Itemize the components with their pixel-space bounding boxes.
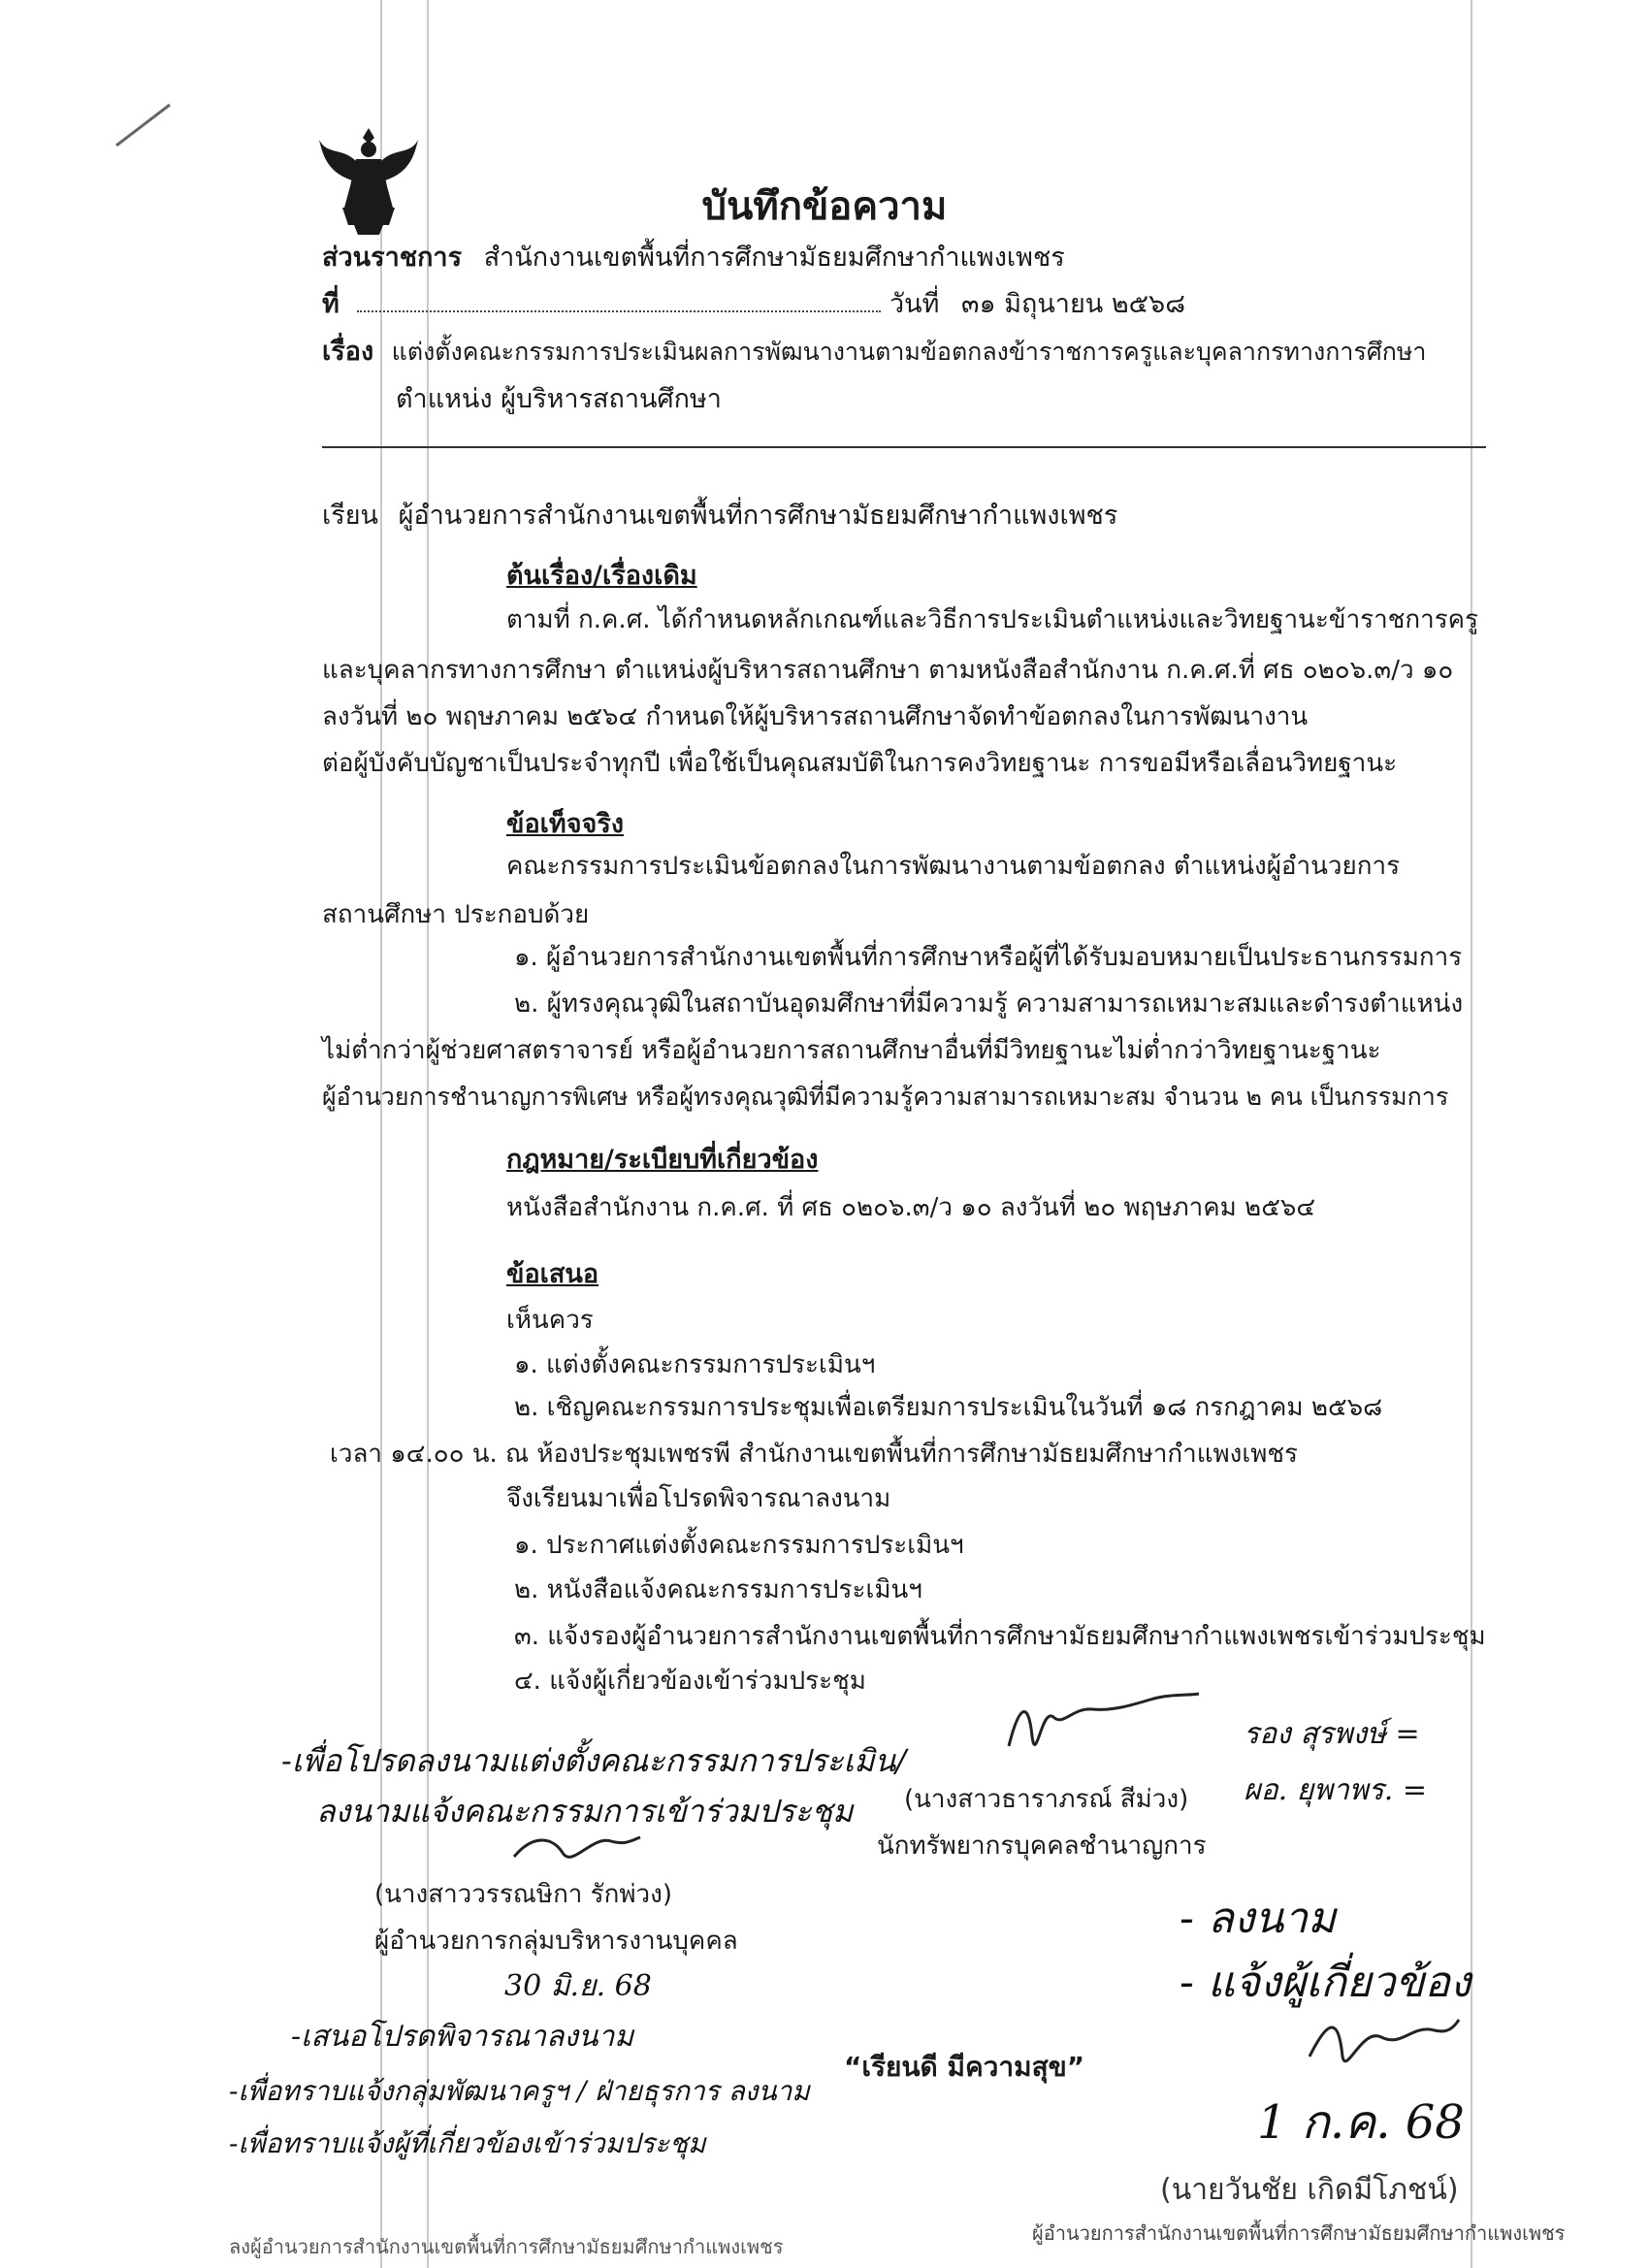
ref-label: ที่: [322, 289, 340, 319]
motto: “เรียนดี มีความสุข”: [844, 2051, 1085, 2083]
proposal-line: ๔. แจ้งผู้เกี่ยวข้องเข้าร่วมประชุม: [514, 1667, 866, 1696]
date-label: วันที่: [889, 289, 940, 319]
proposal-line: จึงเรียนมาเพื่อโปรดพิจารณาลงนาม: [506, 1484, 891, 1513]
page-title: บันทึกข้อความ: [701, 184, 948, 229]
handwritten-director-note: - แจ้งผู้เกี่ยวข้อง: [1180, 1958, 1471, 2007]
handwritten-side-note: รอง สุรพงษ์ =: [1244, 1717, 1420, 1751]
bottom-stamp-text: ลงผู้อำนวยการสำนักงานเขตพื้นที่การศึกษามัธยมศึกษากำแพงเพชร: [229, 2235, 784, 2258]
facts-line: คณะกรรมการประเมินข้อตกลงในการพัฒนางานตามข้อตกลง ตำแหน่งผู้อำนวยการ: [506, 852, 1401, 881]
law-heading: กฎหมาย/ระเบียบที่เกี่ยวข้อง: [506, 1145, 819, 1175]
scan-line-right: [1471, 0, 1472, 2268]
officer-name: (นางสาวธาราภรณ์ สีม่วง): [904, 1785, 1189, 1814]
head-position: ผู้อำนวยการกลุ่มบริหารงานบุคคล: [374, 1927, 738, 1956]
subject-line-1: แต่งตั้งคณะกรรมการประเมินผลการพัฒนางานตามข้อตกลงข้าราชการครูและบุคลากรทางการศึกษา: [391, 338, 1427, 366]
facts-line: ๒. ผู้ทรงคุณวุฒิในสถาบันอุดมศึกษาที่มีความรู้ ความสามารถเหมาะสมและดำรงตำแหน่ง: [514, 989, 1464, 1019]
handwritten-bottom-note: -เพื่อทราบแจ้งผู้ที่เกี่ยวข้องเข้าร่วมประชุม: [229, 2127, 706, 2159]
background-line: ลงวันที่ ๒๐ พฤษภาคม ๒๕๖๔ กำหนดให้ผู้บริหารสถานศึกษาจัดทำข้อตกลงในการพัฒนางาน: [322, 702, 1309, 731]
handwritten-side-note: ผอ. ยุพาพร. =: [1244, 1773, 1427, 1807]
head-name: (นางสาววรรณษิกา รักพ่วง): [374, 1880, 672, 1909]
director-date: 1 ก.ค. 68: [1257, 2095, 1465, 2150]
subject-label: เรื่อง: [322, 337, 374, 367]
date-value: ๓๑ มิถุนายน ๒๕๖๘: [961, 289, 1186, 319]
law-text: หนังสือสำนักงาน ก.ค.ศ. ที่ ศธ ๐๒๐๖.๓/ว ๑๐ ลงวันที่ ๒๐ พฤษภาคม ๒๕๖๔: [506, 1193, 1316, 1222]
officer-position: นักทรัพยากรบุคคลชำนาญการ: [877, 1831, 1207, 1861]
pen-mark: [107, 97, 184, 155]
head-signature-icon: [504, 1828, 650, 1876]
proposal-line: เวลา ๑๔.๐๐ น. ณ ห้องประชุมเพชรพี สำนักงานเขตพื้นที่การศึกษามัธยมศึกษากำแพงเพชร: [330, 1440, 1299, 1469]
ref-dots: [357, 291, 881, 312]
agency-value: สำนักงานเขตพื้นที่การศึกษามัธยมศึกษากำแพงเพชร: [483, 243, 1065, 273]
handwritten-bottom-note: -เสนอโปรดพิจารณาลงนาม: [291, 2020, 634, 2054]
handwritten-director-note: - ลงนาม: [1180, 1894, 1337, 1943]
head-date: 30 มิ.ย. 68: [504, 1969, 652, 2003]
ref-date-row: [322, 289, 1185, 320]
facts-line: ผู้อำนวยการชำนาญการพิเศษ หรือผู้ทรงคุณวุฒิที่มีความรู้ความสามารถเหมาะสม จำนวน ๒ คน เป็นกรรมการ: [322, 1083, 1449, 1111]
header-divider: [322, 446, 1486, 448]
addressee-label: เรียน: [322, 501, 379, 531]
background-line: และบุคลากรทางการศึกษา ตำแหน่งผู้บริหารสถานศึกษา ตามหนังสือสำนักงาน ก.ค.ศ.ที่ ศธ ๐๒๐๖.๓/ว ๑๐: [322, 656, 1454, 685]
facts-line: สถานศึกษา ประกอบด้วย: [322, 900, 590, 929]
background-heading: ต้นเรื่อง/เรื่องเดิม: [506, 561, 697, 591]
proposal-heading: ข้อเสนอ: [506, 1259, 599, 1289]
proposal-line: ๑. แต่งตั้งคณะกรรมการประเมินฯ: [514, 1350, 876, 1379]
proposal-line: เห็นควร: [506, 1306, 594, 1335]
director-position: ผู้อำนวยการสำนักงานเขตพื้นที่การศึกษามัธยมศึกษากำแพงเพชร: [1032, 2221, 1566, 2245]
officer-signature-icon: [989, 1688, 1212, 1775]
facts-line: ๑. ผู้อำนวยการสำนักงานเขตพื้นที่การศึกษาหรือผู้ที่ได้รับมอบหมายเป็นประธานกรรมการ: [514, 943, 1463, 972]
subject-line-2: ตำแหน่ง ผู้บริหารสถานศึกษา: [396, 384, 722, 414]
subject-row: [322, 337, 1426, 368]
director-signature-icon: [1300, 2008, 1474, 2086]
agency-label: ส่วนราชการ: [322, 243, 463, 273]
proposal-line: ๒. เชิญคณะกรรมการประชุมเพื่อเตรียมการประเมินในวันที่ ๑๘ กรกฎาคม ๒๕๖๘: [514, 1393, 1383, 1422]
handwritten-bottom-note: -เพื่อทราบแจ้งกลุ่มพัฒนาครูฯ / ฝ่ายธุรการ ลงนาม: [229, 2075, 810, 2107]
agency-row: [322, 243, 1065, 274]
facts-line: ไม่ต่ำกว่าผู้ช่วยศาสตราจารย์ หรือผู้อำนวยการสถานศึกษาอื่นที่มีวิทยฐานะไม่ต่ำกว่าวิทยฐานะฐานะ: [322, 1036, 1381, 1065]
proposal-line: ๑. ประกาศแต่งตั้งคณะกรรมการประเมินฯ: [514, 1531, 964, 1560]
handwritten-note: ลงนามแจ้งคณะกรรมการเข้าร่วมประชุม: [316, 1793, 854, 1830]
facts-heading: ข้อเท็จจริง: [506, 809, 625, 839]
background-line: ต่อผู้บังคับบัญชาเป็นประจำทุกปี เพื่อใช้เป็นคุณสมบัติในการคงวิทยฐานะ การขอมีหรือเลื่อนวิทยฐานะ: [322, 749, 1398, 778]
proposal-line: ๓. แจ้งรองผู้อำนวยการสำนักงานเขตพื้นที่การศึกษามัธยมศึกษากำแพงเพชรเข้าร่วมประชุม: [514, 1622, 1486, 1651]
addressee-row: [322, 501, 1117, 532]
addressee-text: ผู้อำนวยการสำนักงานเขตพื้นที่การศึกษามัธยมศึกษากำแพงเพชร: [398, 501, 1118, 531]
director-name: (นายวันชัย เกิดมีโภชน์): [1160, 2173, 1459, 2207]
proposal-line: ๒. หนังสือแจ้งคณะกรรมการประเมินฯ: [514, 1575, 922, 1604]
handwritten-note: -เพื่อโปรดลงนามแต่งตั้งคณะกรรมการประเมิน/: [281, 1742, 907, 1779]
background-line: ตามที่ ก.ค.ศ. ได้กำหนดหลักเกณฑ์และวิธีการประเมินตำแหน่งและวิทยฐานะข้าราชการครู: [506, 605, 1479, 634]
